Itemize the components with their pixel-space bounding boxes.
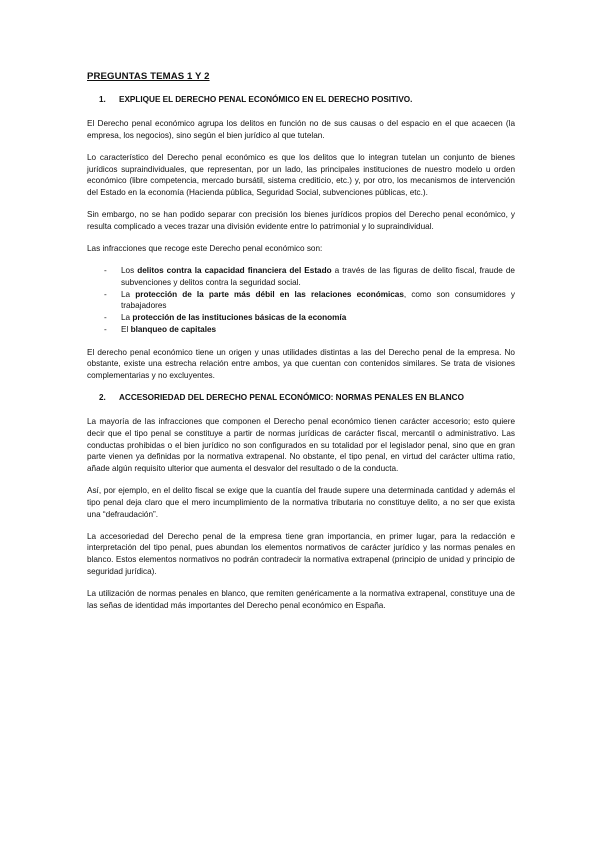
section-1-paragraph: Las infracciones que recoge este Derecho penal económico son: bbox=[87, 244, 323, 254]
section-1-paragraph: Sin embargo, no se han podido separar con precisión los bienes jurídicos propios del Derecho penal económico, y resulta complicado a veces trazar una división evidente entre lo patrimonial y lo supraindividual. bbox=[87, 210, 515, 231]
section-1-paragraph: El Derecho penal económico agrupa los delitos en función no de sus causas o del espacio en el que acaecen (la empresa, los negocios), sino según el bien jurídico al que tutelan. bbox=[87, 119, 515, 140]
list-item: - El blanqueo de capitales bbox=[104, 324, 217, 334]
document-title: PREGUNTAS TEMAS 1 Y 2 bbox=[87, 71, 210, 82]
list-item: - Los delitos contra la capacidad financiera del Estado a través de las figuras de delito fiscal, fraude de subvenciones y delitos contra la seguridad social. bbox=[104, 266, 515, 288]
document-content bbox=[87, 70, 515, 622]
section-2-paragraph: Así, por ejemplo, en el delito fiscal se exige que la cuantía del fraude supere una determinada cantidad y además el tipo penal deja claro que el mero incumplimiento de la normativa tributaria no constituye delito, a no ser que exista una “defraudación”. bbox=[87, 486, 515, 519]
section-2-paragraph: La utilización de normas penales en blanco, que remiten genéricamente a la normativa extrapenal, constituye una de las señas de identidad más importantes del Derecho penal económico en España. bbox=[87, 589, 515, 610]
section-2-number: 2. bbox=[99, 393, 106, 403]
section-2-heading-text: ACCESORIEDAD DEL DERECHO PENAL ECONÓMICO: NORMAS PENALES EN BLANCO bbox=[119, 393, 464, 403]
section-2-paragraph: La mayoría de las infracciones que componen el Derecho penal económico tienen carácter accesorio; esto quiere decir que el tipo penal se constituye a partir de normas jurídicas de carácter fiscal, mercantil o administrativo. Las conductas prohibidas o el bien jurídico no son configurados en su totalidad por el legislador penal, sino que en gran parte vienen ya definidas por la normativa extrapenal. No obstante, el tipo penal, en virtud del carácter ultima ratio, añade algún requisito ulterior que aumenta el desvalor del resultado o de la conducta. bbox=[87, 417, 515, 473]
infractions-list bbox=[87, 265, 515, 335]
section-2-paragraph: La accesoriedad del Derecho penal de la empresa tiene gran importancia, en primer lugar, para la redacción e interpretación del tipo penal, pues abundan los elementos normativos de carácter jurídico y las normas penales en blanco. Estos elementos normativos no podrán contradecir la normativa extrapenal (principio de unidad y principio de seguridad jurídica). bbox=[87, 531, 515, 576]
list-item: - La protección de la parte más débil en las relaciones económicas, como son consumidores y trabajadores bbox=[104, 289, 515, 311]
section-1-heading bbox=[87, 94, 515, 106]
section-2-heading bbox=[87, 392, 515, 404]
list-item: - La protección de las instituciones básicas de la economía bbox=[104, 313, 347, 323]
section-1-paragraph: El derecho penal económico tiene un origen y unas utilidades distintas a las del Derecho penal de la empresa. No obstante, existe una estrecha relación entre ambos, ya que cuentan con contenidos similares. Se trata de visiones complementarias y no excluyentes. bbox=[87, 347, 515, 380]
section-1-number: 1. bbox=[99, 95, 106, 104]
section-1-heading-text: EXPLIQUE EL DERECHO PENAL ECONÓMICO EN EL DERECHO POSITIVO. bbox=[119, 95, 413, 104]
section-1-paragraph: Lo característico del Derecho penal económico es que los delitos que lo integran tutelan un conjunto de bienes jurídicos supraindividuales, que representan, por un lado, las principales instituciones de nuestro modelo u orden económico (libre competencia, mercado bursátil, sistema crediticio, etc.) y, por otro, los mecanismos de intervención del Estado en la economía (Hacienda pública, Seguridad Social, subvenciones públicas, etc.). bbox=[87, 152, 515, 198]
